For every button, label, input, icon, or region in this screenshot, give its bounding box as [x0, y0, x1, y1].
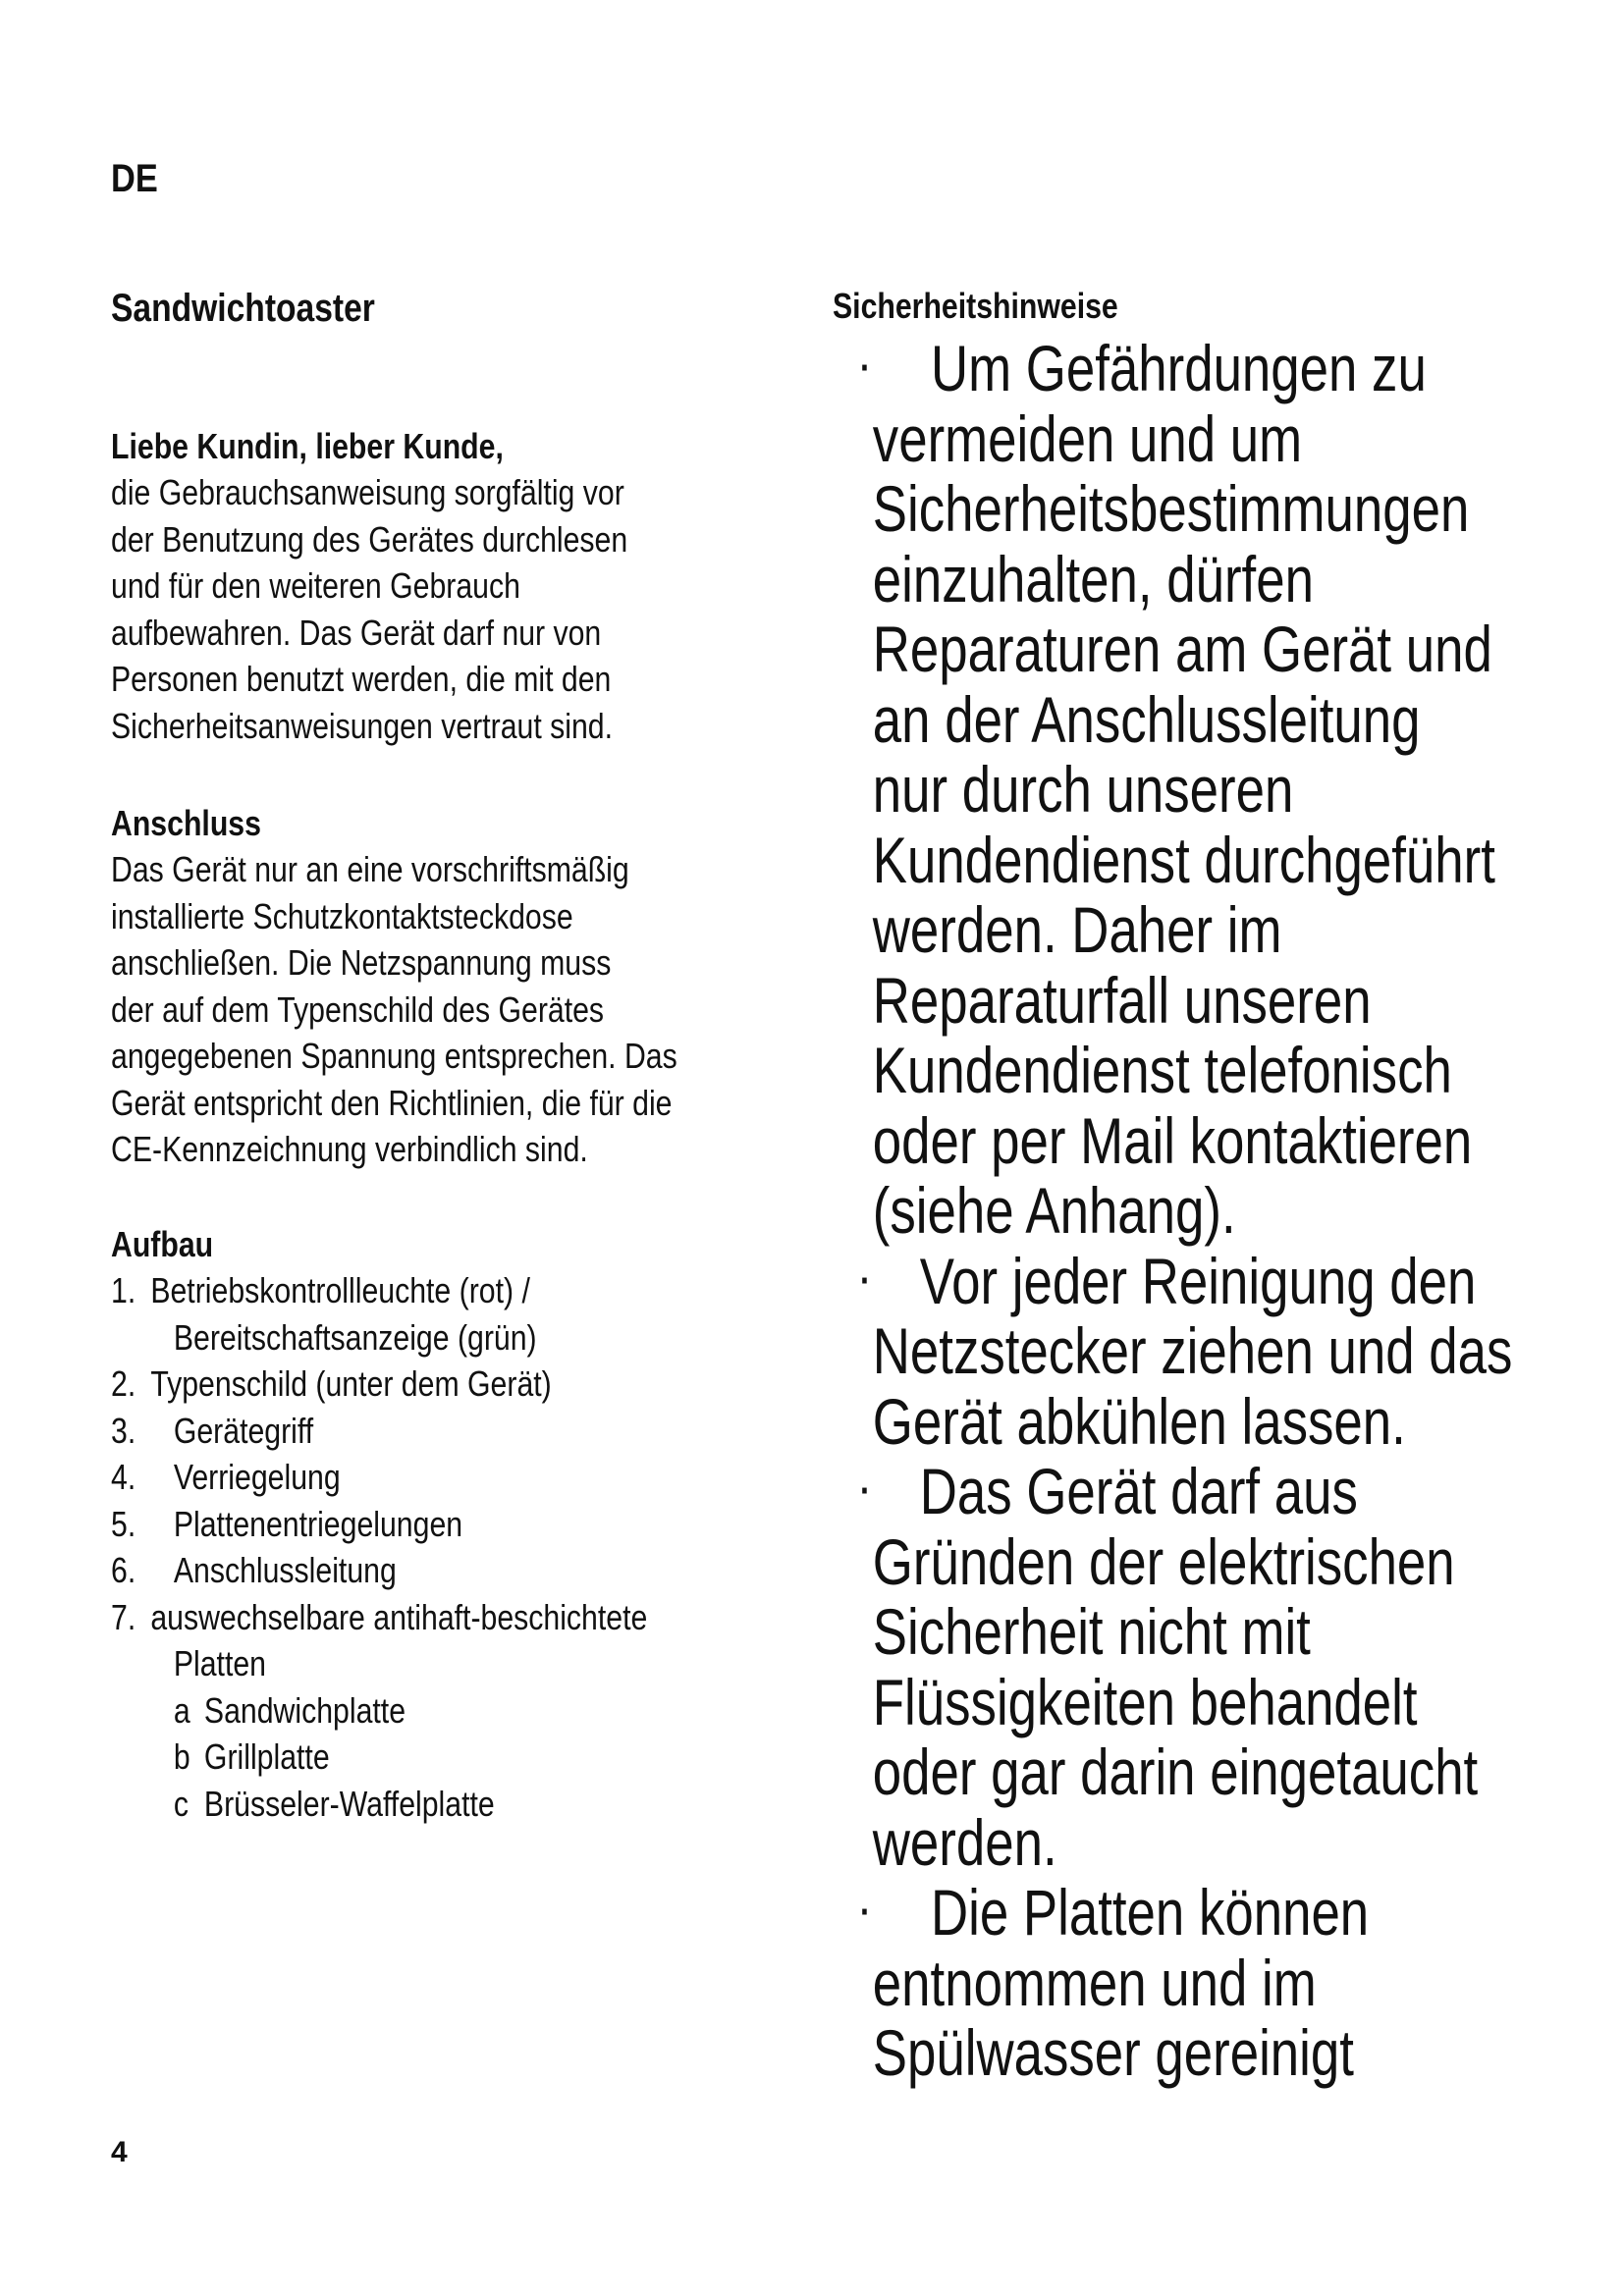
list-item — [111, 1501, 705, 1548]
bullet-text: (siehe Anhang). — [872, 1174, 1236, 1247]
bullet-text: Gründen der elektrischen — [872, 1524, 1455, 1598]
list-item-number: 2. — [111, 1363, 136, 1404]
page-number: 4 — [111, 2136, 128, 2168]
bullet-line — [844, 542, 1426, 615]
sub-list-text: Brüsseler-Waffelplatte — [203, 1783, 495, 1824]
list-item-text: Anschlussleitung — [173, 1550, 397, 1590]
bullet-line — [844, 1176, 1426, 1247]
list-item — [111, 1267, 705, 1314]
bullet-text: oder gar darin eingetaucht — [872, 1735, 1479, 1808]
list-item-continuation — [111, 1314, 705, 1362]
list-item-text: Gerätegriff — [173, 1410, 314, 1451]
bullet-line — [844, 401, 1426, 475]
list-item — [111, 1408, 705, 1455]
safety-heading: Sicherheitshinweise — [833, 286, 1118, 326]
greeting-line: die Gebrauchsanweisung sorgfältig vor — [111, 472, 624, 512]
greeting-line: Personen benutzt werden, die mit den — [111, 659, 612, 699]
document-title-block — [111, 285, 375, 332]
list-item-number: 5. — [111, 1503, 136, 1544]
sub-list-letter: a — [173, 1689, 190, 1731]
bullet-line — [844, 1314, 1513, 1387]
greeting-line: der Benutzung des Gerätes durchlesen — [111, 518, 628, 560]
bullet-text: entnommen und im — [872, 1946, 1317, 2019]
bullet-text: Das Gerät darf aus — [919, 1455, 1358, 1527]
aufbau-section — [111, 1222, 705, 1827]
list-item-text: Platten — [173, 1643, 266, 1683]
sub-list-item — [111, 1734, 705, 1781]
anschluss-section — [111, 801, 677, 1173]
anschluss-line: Gerät entspricht den Richtlinien, die für die — [111, 1082, 673, 1123]
bullet-text: Sicherheitsbestimmungen — [872, 472, 1470, 545]
bullet-line — [844, 1946, 1426, 2019]
greeting-line: aufbewahren. Das Gerät darf nur von — [111, 612, 602, 653]
bullet-line — [844, 2018, 1426, 2089]
bullet-first-line — [844, 1244, 1477, 1317]
sub-list-item — [111, 1687, 705, 1735]
safety-bullets — [844, 334, 1571, 2089]
aufbau-heading: Aufbau — [111, 1224, 214, 1264]
bullet-line — [844, 823, 1495, 896]
greeting-line: und für den weiteren Gebrauch — [111, 565, 520, 606]
list-item-number: 4. — [111, 1457, 136, 1497]
anschluss-line: installierte Schutzkontaktsteckdose — [111, 895, 573, 936]
bullet-line — [844, 613, 1492, 685]
bullet-dot-icon: · — [860, 1469, 871, 1513]
list-item-text: Bereitschaftsanzeige (grün) — [173, 1316, 537, 1358]
bullet-text: werden. — [872, 1805, 1057, 1879]
bullet-line — [844, 1524, 1455, 1598]
language-code: DE — [111, 157, 158, 200]
bullet-line — [844, 1665, 1426, 1738]
safety-heading-block — [833, 285, 1118, 328]
bullet-line — [844, 1103, 1473, 1177]
list-item-text: Betriebskontrollleuchte (rot) / — [150, 1270, 530, 1310]
greeting-line: Sicherheitsanweisungen vertraut sind. — [111, 705, 614, 746]
sub-list-text: Sandwichplatte — [203, 1689, 406, 1731]
list-item — [111, 1594, 705, 1641]
bullet-line — [844, 1597, 1426, 1668]
bullet-text: Flüssigkeiten behandelt — [872, 1665, 1418, 1738]
bullet-text: Netzstecker ziehen und das — [872, 1314, 1513, 1387]
bullet-text: Reparaturen am Gerät und — [872, 613, 1492, 685]
bullet-line — [844, 895, 1426, 966]
bullet-text: vermeiden und um — [872, 401, 1303, 475]
bullet-dot-icon: · — [860, 1258, 871, 1303]
bullet-line — [844, 1735, 1479, 1808]
list-item-number: 7. — [111, 1596, 136, 1637]
list-item-text: Plattenentriegelungen — [173, 1503, 463, 1544]
list-item-text: auswechselbare antihaft-beschichtete — [150, 1596, 648, 1637]
bullet-line — [844, 755, 1426, 826]
bullet-line — [844, 1805, 1426, 1879]
list-item — [111, 1361, 705, 1408]
anschluss-line: Das Gerät nur an eine vorschriftsmäßig — [111, 849, 629, 889]
greeting-section — [111, 424, 627, 749]
bullet-line — [844, 1034, 1452, 1106]
bullet-line — [844, 682, 1426, 756]
bullet-text: Gerät abkühlen lassen. — [872, 1384, 1406, 1458]
bullet-text: einzuhalten, dürfen — [872, 542, 1314, 615]
bullet-text: oder per Mail kontaktieren — [872, 1103, 1473, 1177]
sub-list-item — [111, 1781, 705, 1828]
bullet-text: Kundendienst durchgeführt — [872, 823, 1495, 896]
list-item — [111, 1547, 705, 1594]
list-item-number: 3. — [111, 1410, 136, 1451]
bullet-text: Spülwasser gereinigt — [872, 2016, 1354, 2089]
list-item-number: 1. — [111, 1270, 136, 1310]
sub-list-letter: b — [173, 1736, 190, 1777]
list-item — [111, 1454, 705, 1501]
bullet-text: an der Anschlussleitung — [872, 682, 1421, 756]
bullet-text: Vor jeder Reinigung den — [919, 1244, 1477, 1317]
bullet-text: werden. Daher im — [872, 893, 1282, 966]
bullet-dot-icon: · — [860, 1891, 871, 1934]
bullet-line — [844, 472, 1470, 545]
list-item-text: Verriegelung — [173, 1457, 341, 1497]
anschluss-heading: Anschluss — [111, 803, 261, 843]
bullet-first-line — [844, 334, 1426, 404]
bullet-text: Die Platten können — [931, 1876, 1370, 1949]
list-item-number: 6. — [111, 1550, 136, 1590]
list-item-text: Typenschild (unter dem Gerät) — [150, 1363, 552, 1404]
sub-list-text: Grillplatte — [203, 1736, 330, 1777]
anschluss-line: CE-Kennzeichnung verbindlich sind. — [111, 1129, 588, 1169]
anschluss-line: anschließen. Die Netzspannung muss — [111, 942, 612, 983]
sub-list-letter: c — [173, 1783, 189, 1824]
bullet-text: Um Gefährdungen zu — [931, 332, 1427, 404]
bullet-text: Reparaturfall unseren — [872, 963, 1372, 1037]
anschluss-line: der auf dem Typenschild des Gerätes — [111, 988, 605, 1030]
bullet-first-line — [844, 1878, 1426, 1949]
bullet-line — [844, 1384, 1426, 1458]
bullet-text: Kundendienst telefonisch — [872, 1034, 1452, 1106]
bullet-text: Sicherheit nicht mit — [872, 1595, 1311, 1668]
bullet-line — [844, 963, 1426, 1037]
anschluss-line: angegebenen Spannung entsprechen. Das — [111, 1036, 677, 1076]
list-item-continuation — [111, 1640, 705, 1687]
bullet-text: nur durch unseren — [872, 753, 1294, 826]
document-title: Sandwichtoaster — [111, 287, 375, 330]
bullet-dot-icon: · — [860, 347, 871, 390]
bullet-first-line — [844, 1457, 1426, 1527]
greeting-heading: Liebe Kundin, lieber Kunde, — [111, 426, 504, 466]
